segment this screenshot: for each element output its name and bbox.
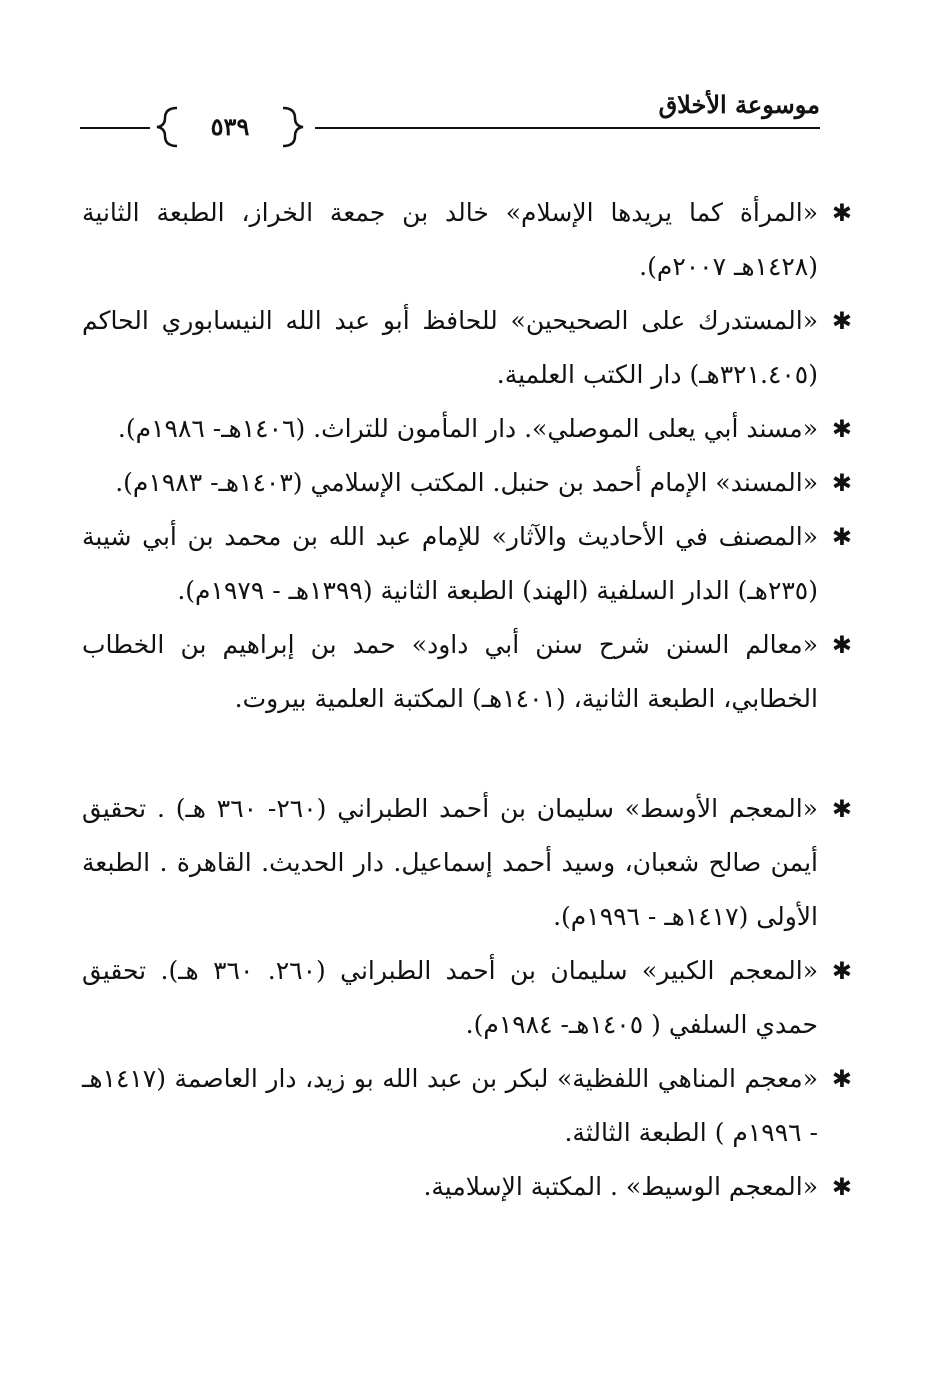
bullet-star-icon: ✱ bbox=[831, 469, 852, 497]
bibliography-entry bbox=[82, 186, 852, 294]
bullet-star-icon: ✱ bbox=[831, 523, 852, 551]
bullet-star-icon: ✱ bbox=[831, 199, 852, 227]
page-number: ٥٣٩ bbox=[210, 112, 250, 141]
entry-text: «المعجم الكبير» سليمان بن أحمد الطبراني (٢٦٠. ٣٦٠ هـ). تحقيق حمدي السلفي ( ١٤٠٥هـ- ١٩٨٤م). bbox=[82, 956, 818, 1039]
bibliography-list bbox=[82, 186, 852, 1214]
bullet-star-icon: ✱ bbox=[831, 415, 852, 443]
entry-text: «المعجم الأوسط» سليمان بن أحمد الطبراني (٢٦٠- ٣٦٠ هـ) . تحقيق أيمن صالح شعبان، وسيد أحمد إسماعيل. دار الحديث. القاهرة . الطبعة الأولى (١٤١٧هـ - ١٩٩٦م). bbox=[82, 794, 818, 931]
entry-text: «المسند» الإمام أحمد بن حنبل. المكتب الإسلامي (١٤٠٣هـ- ١٩٨٣م). bbox=[115, 468, 818, 497]
bibliography-entry bbox=[82, 782, 852, 944]
section-gap bbox=[82, 726, 852, 782]
entry-text: «مسند أبي يعلى الموصلي». دار المأمون للتراث. (١٤٠٦هـ- ١٩٨٦م). bbox=[117, 414, 818, 443]
bibliography-entry bbox=[82, 510, 852, 618]
bibliography-entry bbox=[82, 618, 852, 726]
bullet-star-icon: ✱ bbox=[831, 1065, 852, 1093]
header-rule bbox=[315, 127, 820, 129]
header-rule-left bbox=[80, 127, 150, 129]
page-header bbox=[80, 82, 820, 152]
entry-text: «المعجم الوسيط» . المكتبة الإسلامية. bbox=[423, 1172, 818, 1201]
bibliography-entry bbox=[82, 402, 852, 456]
bullet-star-icon: ✱ bbox=[831, 1173, 852, 1201]
entry-text: «المستدرك على الصحيحين» للحافظ أبو عبد الله النيسابوري الحاكم (٣٢١.٤٠٥هـ) دار الكتب العلمية. bbox=[82, 306, 818, 389]
bibliography-entry bbox=[82, 1160, 852, 1214]
bibliography-entry bbox=[82, 1052, 852, 1160]
entry-text: «معالم السنن شرح سنن أبي داود» حمد بن إبراهيم بن الخطاب الخطابي، الطبعة الثانية، (١٤٠١هـ) المكتبة العلمية بيروت. bbox=[82, 630, 818, 713]
bibliography-entry bbox=[82, 294, 852, 402]
bibliography-entry bbox=[82, 944, 852, 1052]
bullet-star-icon: ✱ bbox=[831, 957, 852, 985]
bullet-star-icon: ✱ bbox=[831, 307, 852, 335]
bullet-star-icon: ✱ bbox=[831, 631, 852, 659]
book-title: موسوعة الأخلاق bbox=[658, 90, 820, 119]
bullet-star-icon: ✱ bbox=[831, 795, 852, 823]
bibliography-entry bbox=[82, 456, 852, 510]
entry-text: «المرأة كما يريدها الإسلام» خالد بن جمعة الخراز، الطبعة الثانية (١٤٢٨هـ ٢٠٠٧م). bbox=[82, 198, 818, 281]
entry-text: «المصنف في الأحاديث والآثار» للإمام عبد الله بن محمد بن أبي شيبة (٢٣٥هـ) الدار السلفية (الهند) الطبعة الثانية (١٣٩٩هـ - ١٩٧٩م). bbox=[82, 522, 818, 605]
entry-text: «معجم المناهي اللفظية» لبكر بن عبد الله بو زيد، دار العاصمة (١٤١٧هـ - ١٩٩٦م ) الطبعة الثالثة. bbox=[82, 1064, 818, 1147]
page-number-frame bbox=[155, 104, 305, 150]
